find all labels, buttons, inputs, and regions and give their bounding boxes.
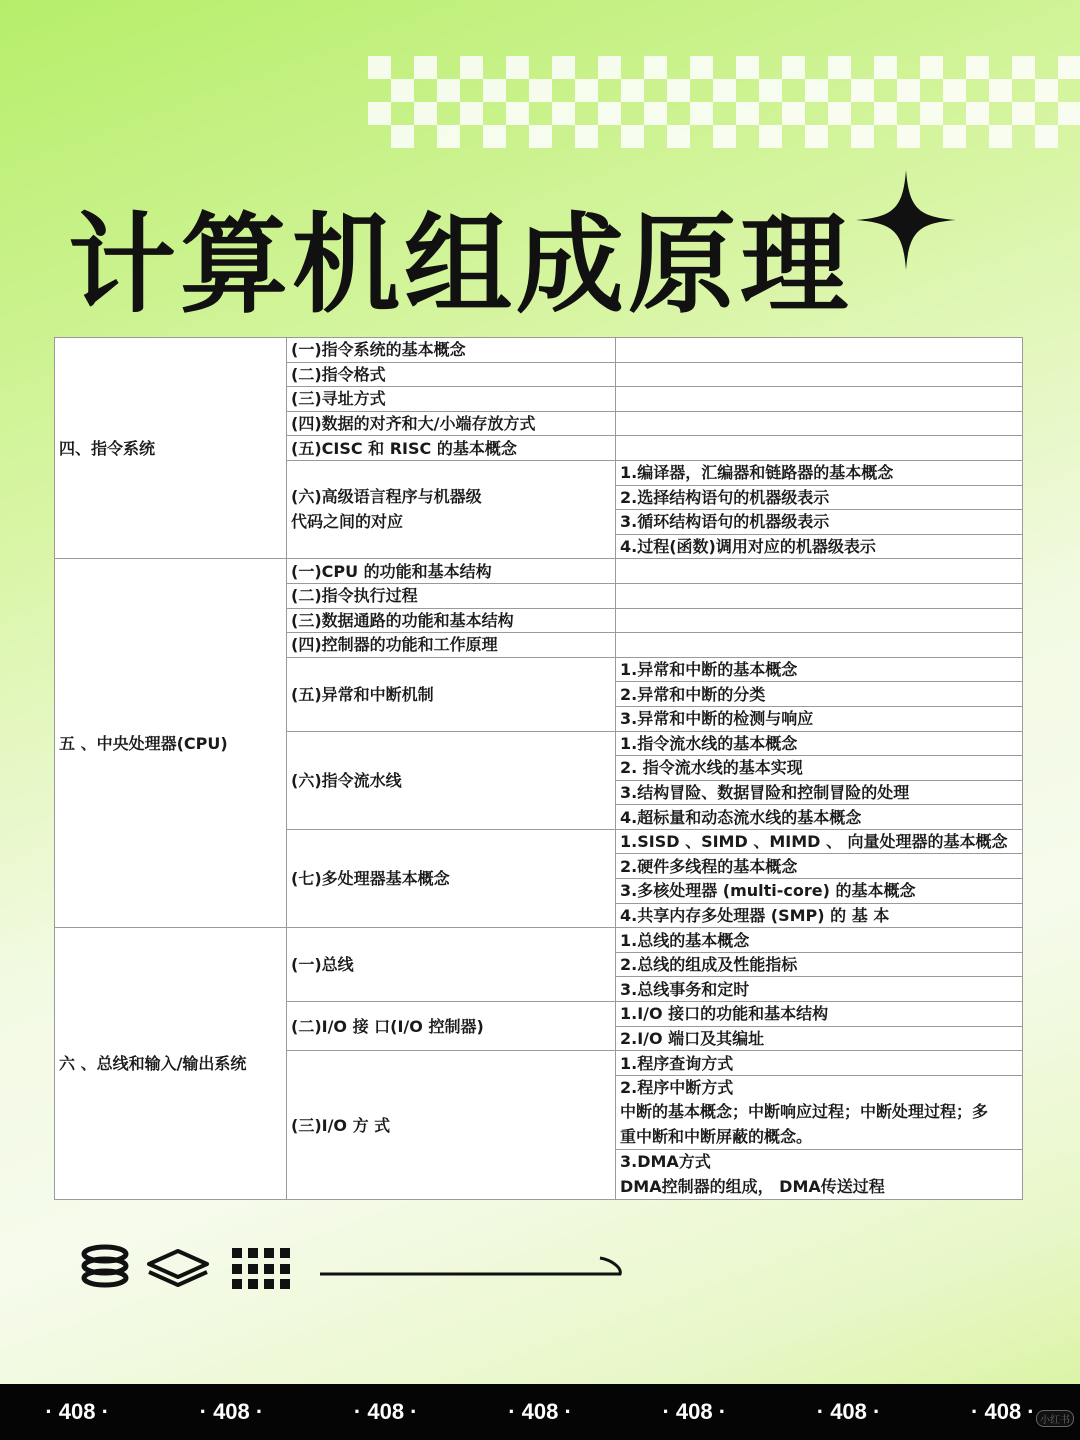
strip-label: · 408 · bbox=[508, 1399, 572, 1424]
detail-cell: 3.总线事务和定时 bbox=[616, 977, 1023, 1002]
detail-cell: 2.I/O 端口及其编址 bbox=[616, 1026, 1023, 1051]
topic-line: (六)高级语言程序与机器级 bbox=[291, 487, 482, 507]
strip-label: · 408 · bbox=[662, 1399, 727, 1424]
topic-cell: (五)异常和中断机制 bbox=[287, 657, 616, 731]
strip-label: · 408 · bbox=[816, 1399, 881, 1424]
watermark-badge: 小红书 bbox=[1036, 1410, 1074, 1427]
strip-label: · 408 · bbox=[199, 1399, 264, 1424]
detail-cell bbox=[616, 362, 1023, 387]
topic-cell: (四)控制器的功能和工作原理 bbox=[287, 633, 616, 658]
topic-cell: (一)指令系统的基本概念 bbox=[287, 338, 616, 363]
detail-cell: 4.超标量和动态流水线的基本概念 bbox=[616, 805, 1023, 830]
detail-cell: 1.I/O 接口的功能和基本结构 bbox=[616, 1002, 1023, 1027]
footer-strip bbox=[0, 1384, 1080, 1440]
detail-cell bbox=[616, 608, 1023, 633]
detail-cell: 2.硬件多线程的基本概念 bbox=[616, 854, 1023, 879]
table-row bbox=[55, 559, 1023, 584]
stacked-disks-icon bbox=[84, 1247, 126, 1285]
detail-cell bbox=[616, 387, 1023, 412]
topic-cell: (三)I/O 方 式 bbox=[287, 1051, 616, 1200]
strip-label: · 408 · bbox=[353, 1399, 418, 1424]
table-row bbox=[55, 928, 1023, 953]
detail-cell bbox=[616, 411, 1023, 436]
detail-line: 重中断和中断屏蔽的概念。 bbox=[620, 1126, 813, 1146]
detail-cell: 1.编译器，汇编器和链路器的基本概念 bbox=[616, 460, 1023, 485]
detail-cell: 2.总线的组成及性能指标 bbox=[616, 952, 1023, 977]
detail-cell: 1.总线的基本概念 bbox=[616, 928, 1023, 953]
topic-cell: (四)数据的对齐和大/小端存放方式 bbox=[287, 411, 616, 436]
strip-label: · 408 · bbox=[45, 1399, 109, 1424]
detail-cell: 1.SISD 、SIMD 、MIMD 、 向量处理器的基本概念 bbox=[616, 829, 1023, 854]
detail-cell bbox=[616, 559, 1023, 584]
chapter-cell: 五 、中央处理器(CPU) bbox=[55, 559, 287, 928]
topic-cell: (二)指令执行过程 bbox=[287, 583, 616, 608]
topic-cell bbox=[287, 460, 616, 558]
chapter-cell: 六 、总线和输入/输出系统 bbox=[55, 928, 287, 1200]
page-title: 计算机组成原理 bbox=[68, 203, 853, 328]
detail-line: DMA控制器的组成， DMA传送过程 bbox=[620, 1176, 885, 1196]
strip-label: · 408 · bbox=[971, 1399, 1035, 1424]
detail-cell: 3.结构冒险、数据冒险和控制冒险的处理 bbox=[616, 780, 1023, 805]
topic-cell: (一)CPU 的功能和基本结构 bbox=[287, 559, 616, 584]
detail-cell: 1.程序查询方式 bbox=[616, 1051, 1023, 1076]
topic-cell: (一)总线 bbox=[287, 928, 616, 1002]
topic-cell: (五)CISC 和 RISC 的基本概念 bbox=[287, 436, 616, 461]
detail-cell: 3.循环结构语句的机器级表示 bbox=[616, 510, 1023, 535]
detail-cell: 1.异常和中断的基本概念 bbox=[616, 657, 1023, 682]
sparkle-icon bbox=[856, 170, 956, 270]
detail-cell: 2.异常和中断的分类 bbox=[616, 682, 1023, 707]
layers-icon bbox=[149, 1251, 207, 1285]
topic-cell: (三)数据通路的功能和基本结构 bbox=[287, 608, 616, 633]
topic-cell: (七)多处理器基本概念 bbox=[287, 829, 616, 927]
topic-cell: (六)指令流水线 bbox=[287, 731, 616, 829]
topic-cell: (三)寻址方式 bbox=[287, 387, 616, 412]
detail-cell: 2.选择结构语句的机器级表示 bbox=[616, 485, 1023, 510]
checker-pattern bbox=[368, 56, 1080, 148]
detail-cell: 3.异常和中断的检测与响应 bbox=[616, 706, 1023, 731]
detail-cell bbox=[616, 338, 1023, 363]
detail-line: 中断的基本概念；中断响应过程；中断处理过程；多 bbox=[620, 1102, 989, 1122]
detail-cell bbox=[616, 1075, 1023, 1150]
table-row bbox=[55, 338, 1023, 363]
detail-cell: 1.指令流水线的基本概念 bbox=[616, 731, 1023, 756]
detail-cell: 2. 指令流水线的基本实现 bbox=[616, 756, 1023, 781]
detail-cell bbox=[616, 436, 1023, 461]
detail-cell: 4.过程(函数)调用对应的机器级表示 bbox=[616, 534, 1023, 559]
topic-cell: (二)I/O 接 口(I/O 控制器) bbox=[287, 1002, 616, 1051]
detail-line: 3.DMA方式 bbox=[620, 1152, 711, 1172]
topic-cell: (二)指令格式 bbox=[287, 362, 616, 387]
decorative-line bbox=[320, 1258, 620, 1274]
syllabus-table bbox=[54, 337, 1023, 1200]
detail-cell: 4.共享内存多处理器 (SMP) 的 基 本 bbox=[616, 903, 1023, 928]
detail-cell: 3.多核处理器 (multi-core) 的基本概念 bbox=[616, 879, 1023, 904]
chapter-cell: 四、指令系统 bbox=[55, 338, 287, 559]
detail-cell bbox=[616, 1150, 1023, 1200]
decorative-icons bbox=[0, 1230, 700, 1310]
detail-cell bbox=[616, 633, 1023, 658]
detail-line: 2.程序中断方式 bbox=[620, 1077, 734, 1097]
grid-dots-icon bbox=[232, 1248, 290, 1289]
topic-line: 代码之间的对应 bbox=[291, 511, 404, 531]
detail-cell bbox=[616, 583, 1023, 608]
